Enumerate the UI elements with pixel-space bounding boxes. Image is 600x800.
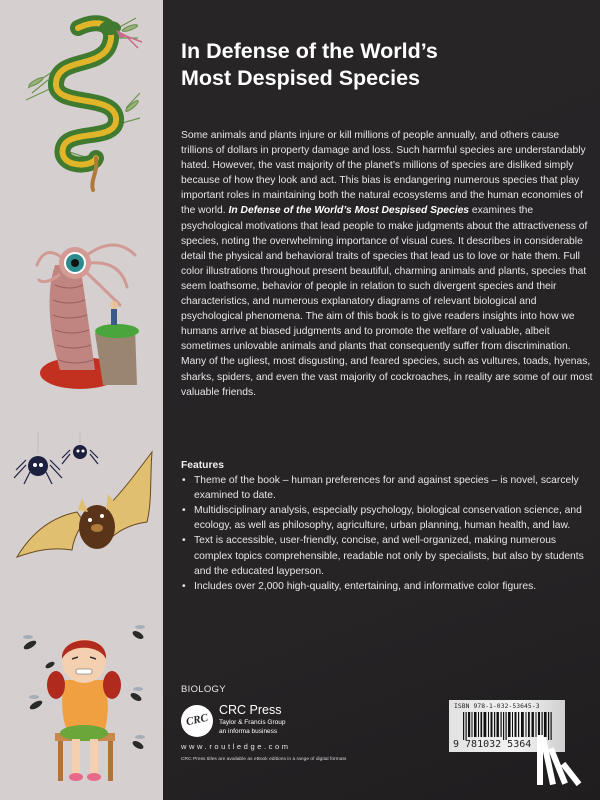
feature-item: • Multidisciplinary analysis, especially psychology, biological conservation science, and ecology, as well as philosophy, agriculture, urban planning, human health, and law.: [181, 503, 593, 533]
description-title-emphasis: In Defense of the World’s Most Despised Species: [228, 205, 470, 217]
publisher-informa: an informa business: [219, 728, 278, 735]
book-title: [181, 38, 591, 92]
publisher-group: Taylor & Francis Group: [219, 719, 286, 726]
illustration-strip: [0, 0, 163, 800]
isbn-number: 9 781032 5364: [453, 739, 532, 750]
title-line-1: In Defense of the World’s: [181, 39, 438, 63]
publisher-logo: [181, 703, 421, 743]
title-line-2: Most Despised Species: [181, 66, 420, 90]
stripes-logo-icon: [535, 735, 590, 795]
publisher-name: CRC Press: [219, 703, 282, 717]
feature-item: • Includes over 2,000 high-quality, entertaining, and informative color figures.: [181, 579, 593, 594]
book-description: [181, 128, 593, 400]
spiders-and-bat-illustration: [12, 432, 157, 577]
features-heading: Features: [181, 460, 224, 471]
description-part-2: examines the psychological motivations that lead people to make judgments about the attractiveness of species, noting the overwhelming importance of visual cues. It describes in considerable detail the physical and behavioral traits of species that lead us to love or hate them. Full color illustrations throughout present beautiful, charming animals and plants, species that seem loathsome, behavior of people in relation to such divergent species and their characteristics, and numerous explanatory diagrams of relevant biological and psychological phenomena. The aim of this book is to give readers insights into how we humans arrive at biased judgments and to promote the welfare of valuable, albeit sometimes unlovable animals and plants that consequently suffer from discrimination. Many of the ugliest, most disgusting, and feared species, such as vultures, toads, hyenas, sharks, spiders, and even the vast majority of cockroaches, in reality are some of our most valuable friends.: [181, 205, 593, 398]
feature-item: • Text is accessible, user-friendly, concise, and well-organized, making numerous complex topics comprehensible, readable not only by specialists, but also by students and the educated layperson.: [181, 533, 593, 578]
features-list: [181, 473, 593, 594]
isbn-label: ISBN 978-1-032-53645-3: [454, 703, 540, 710]
features-section: [181, 458, 593, 594]
publisher-website[interactable]: www.routledge.com: [181, 742, 291, 751]
back-cover-panel: [163, 0, 600, 800]
ebook-note: CRC Press titles are available as eBook editions in a range of digital formats: [181, 757, 347, 762]
snake-illustration: [18, 8, 143, 193]
girl-with-mosquitoes-illustration: [20, 625, 150, 790]
worm-monster-illustration: [25, 225, 150, 395]
subject-category: BIOLOGY: [181, 684, 226, 695]
crc-seal-text: CRC: [184, 711, 210, 729]
feature-item: • Theme of the book – human preferences for and against species – is novel, scarcely examined to date.: [181, 473, 593, 503]
crc-seal-icon: [181, 705, 213, 737]
description-part-1: Some animals and plants injure or kill millions of people annually, and others cause trillions of dollars in property damage and loss. Such harmful species are understandably hated. However, the vast majority of the planet’s millions of species are disliked simply because of how they look and act. This bias is endangering numerous species that play important roles in maintaining both the natural ecosystems and the human economies of the world.: [181, 130, 586, 217]
